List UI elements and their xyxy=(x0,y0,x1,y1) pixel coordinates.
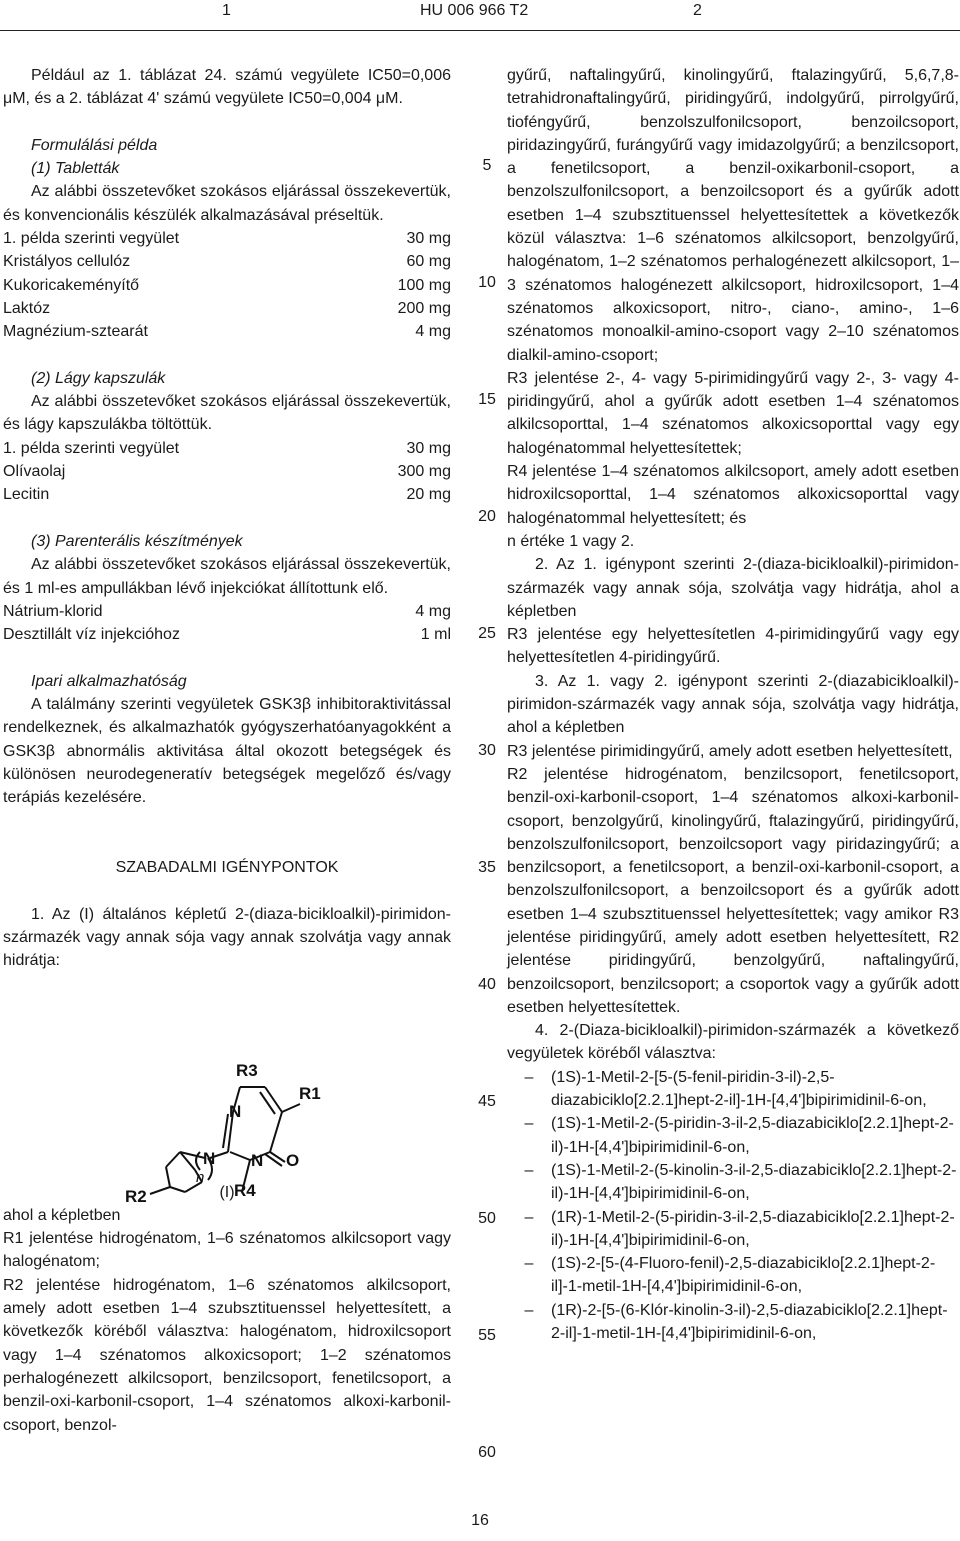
industrial-text: A találmány szerinti vegyületek GSK3β inhibitoraktivitással rendelkeznek, és alkalmazhatók gyógyszerhatóanyagokként a GSK3β abnormális aktivitása által okozott betegségek és különösen neurodegeneratív betegségek megelőző és/vagy terápiás kezelésére. xyxy=(3,696,451,807)
claim-4: 4. 2-(Diaza-bicikloalkil)-pirimidon-származék a következő vegyületek köréből választva: xyxy=(507,1022,959,1063)
line-number: 15 xyxy=(478,391,496,408)
structure-label-r1: R1 xyxy=(299,1084,321,1103)
industrial-title: Ipari alkalmazhatóság xyxy=(31,672,187,690)
formulation-title: Formulálási példa xyxy=(31,136,158,154)
line-number: 30 xyxy=(478,742,496,759)
header-patent-number: HU 006 966 T2 xyxy=(420,2,529,19)
line-number: 50 xyxy=(478,1210,496,1227)
tablets-list xyxy=(3,227,451,343)
line-number: 55 xyxy=(478,1327,496,1344)
claim-3: 3. Az 1. vagy 2. igénypont szerinti 2-(diazabicikloalkil)-pirimidon-származék vagy annak sója, szolvátja vagy hidrátja, ahol a képletben xyxy=(507,672,959,737)
structure-label-r4: R4 xyxy=(234,1181,256,1200)
header-page-left: 1 xyxy=(222,2,231,19)
structure-label-n-ring: N xyxy=(203,1149,216,1168)
tablets-text: Az alábbi összetevőket szokásos eljárással összekevertük, és konvencionális készülék alkalmazásával préseltük. xyxy=(3,183,451,224)
parenteral-title: (3) Parenterális készítmények xyxy=(31,532,243,550)
ingredient-row: Lecitin 20 mg xyxy=(3,486,451,504)
wherein-text: ahol a képletben xyxy=(3,1206,121,1224)
capsules-title: (2) Lágy kapszulák xyxy=(31,369,166,387)
structure-label-r2: R2 xyxy=(125,1187,147,1206)
formula-label: (I) xyxy=(219,1183,235,1201)
line-number: 5 xyxy=(482,157,492,174)
ingredient-row: Kukoricakeményítő 100 mg xyxy=(3,276,451,294)
page-header xyxy=(0,0,960,30)
parenteral-text: Az alábbi összetevőket szokásos eljárással összekevertük, és 1 ml-es ampullákban lévő injekciókat állítottunk elő. xyxy=(3,556,451,597)
parenteral-list xyxy=(3,600,451,647)
ingredient-row: 1. példa szerinti vegyület 30 mg xyxy=(3,439,451,457)
line-number: 20 xyxy=(478,508,496,525)
header-page-right: 2 xyxy=(693,2,702,19)
compound-item: – (1R)-2-[5-(6-Klór-kinolin-3-il)-2,5-diazabiciklo[2.2.1]hept-2-il]-1-metil-1H-[4,4']bipirimidinil-6-on, xyxy=(507,1299,959,1346)
compound-item: – (1S)-1-Metil-2-(5-kinolin-3-il-2,5-diazabiciklo[2.2.1]hept-2-il)-1H-[4,4']bipirimidinil-6-on, xyxy=(507,1159,959,1206)
compound-item: – (1S)-2-[5-(4-Fluoro-fenil)-2,5-diazabiciklo[2.2.1]hept-2-il]-1-metil-1H-[4,4']bipirimidinil-6-on, xyxy=(507,1252,959,1299)
claim-3-r2: R2 jelentése hidrogénatom, benzilcsoport, fenetilcsoport, benzil-oxi-karbonil-csoport, 1–4 szénatomos alkoxi-karbonil-csoport, benzolgyűrű, kinolingyűrű, ftalazingyűrű, piridingyűrű, benzolszulfonilcsoport, benzoilcsoport vagy piridazingyűrű; a benzilcsoport, a fenetilcsoport, a benzil-oxi-karbonil-csoport, a benzolszulfonilcsoport, a benzoilcsoport és a gyűrűk adott esetben 1–4 szubsztituenssel helyettesítettek; vagy amikor R3 jelentése piridingyűrű, amely adott esetben helyettesített, R2 jelentése piridingyűrű, benzolgyűrű, naftalingyűrű, benzoilcsoport, benzilcsoport; a csoportok vagy a gyűrűk adott esetben helyettesítettek. xyxy=(507,765,959,1016)
compound-item: – (1S)-1-Metil-2-(5-piridin-3-il-2,5-diazabiciklo[2.2.1]hept-2-il)-1H-[4,4']bipirimidinil-6-on, xyxy=(507,1112,959,1159)
ingredient-row: Olívaolaj 300 mg xyxy=(3,463,451,481)
claims-title: SZABADALMI IGÉNYPONTOK xyxy=(115,859,339,877)
compound-item: – (1R)-1-Metil-2-(5-piridin-3-il-2,5-diazabiciklo[2.2.1]hept-2-il)-1H-[4,4']bipirimidinil-6-on, xyxy=(507,1206,959,1253)
capsules-list xyxy=(3,437,451,507)
n-definition: n értéke 1 vagy 2. xyxy=(507,532,635,550)
capsules-text: Az alábbi összetevőket szokásos eljárással összekevertük, és lágy kapszulákba töltöttük. xyxy=(3,393,451,434)
r2-definition: R2 jelentése hidrogénatom, 1–6 szénatomos alkilcsoport, amely adott esetben 1–4 szubsztituenssel helyettesített, a következők köréből választva: halogénatom, hidroxilcsoport vagy 1–4 szénatomos alkoxicsoport; 1–2 szénatomos perhalogénezett alkilcsoport, benzilcsoport, fenetilcsoport, a benzil-oxi-karbonil-csoport, 1–4 szénatomos alkoxi-karbonil-csoport, benzol- xyxy=(3,1276,451,1434)
structure-label-n-bridge: N xyxy=(251,1151,264,1170)
r1-definition: R1 jelentése hidrogénatom, 1–6 szénatomos alkilcsoport vagy halogénatom; xyxy=(3,1230,451,1271)
intro-paragraph: Például az 1. táblázat 24. számú vegyülete IC50=0,006 μM, és a 2. táblázat 4' számú vegyülete IC50=0,004 μM. xyxy=(3,67,451,108)
claim-2-r3: R3 jelentése egy helyettesítetlen 4-pirimidingyűrű vagy egy helyettesítetlen 4-piridingyűrű. xyxy=(507,626,959,667)
right-column xyxy=(507,64,959,1345)
claim-1: 1. Az (I) általános képletű 2-(diaza-bicikloalkil)-pirimidon-származék vagy annak sója vagy annak szolvátja vagy annak hidrátja: xyxy=(3,905,451,970)
chemical-structure-drawing xyxy=(110,1042,350,1242)
line-number: 25 xyxy=(478,625,496,642)
claim-2: 2. Az 1. igénypont szerinti 2-(diaza-bicikloalkil)-pirimidon-származék vagy annak sója, szolvátja vagy hidrátja, ahol a képletben xyxy=(507,556,959,620)
header-rule xyxy=(0,30,960,31)
ingredient-row: Desztillált víz injekcióhoz 1 ml xyxy=(3,626,451,644)
ingredient-row: Magnézium-sztearát 4 mg xyxy=(3,323,451,341)
line-number: 35 xyxy=(478,859,496,876)
r4-definition: R4 jelentése 1–4 szénatomos alkilcsoport, amely adott esetben hidroxilcsoporttal, 1–4 szénatomos alkoxicsoporttal vagy halogénatommal helyettesített; és xyxy=(507,463,959,527)
ingredient-row: Laktóz 200 mg xyxy=(3,299,451,317)
line-number: 60 xyxy=(478,1444,496,1461)
structure-label-o: O xyxy=(286,1151,300,1170)
tablets-title: (1) Tabletták xyxy=(31,160,120,178)
ingredient-row: Kristályos cellulóz 60 mg xyxy=(3,253,451,271)
claim-3-r3: R3 jelentése pirimidingyűrű, amely adott esetben helyettesített, xyxy=(507,742,953,760)
structure-label-n-top: N xyxy=(229,1102,242,1121)
structure-label-r3: R3 xyxy=(236,1061,258,1080)
footer-page-number: 16 xyxy=(471,1512,489,1529)
r3-definition: R3 jelentése 2-, 4- vagy 5-pirimidingyűrű vagy 2-, 3- vagy 4-piridingyűrű, ahol a gyűrűk adott esetben 1–4 szénatomos alkilcsoporttal, 1–4 szénatomos alkoxicsoporttal vagy egy halogénatommal helyettesítettek; xyxy=(507,369,959,457)
r2-continuation: gyűrű, naftalingyűrű, kinolingyűrű, ftalazingyűrű, 5,6,7,8-tetrahidronaftalingyűrű, piridingyűrű, indolgyűrű, pirrolgyűrű, tioféngyűrű, benzolszulfonilcsoport, benzoilcsoport, piridazingyűrű, furángyűrű vagy imidazolgyűrű; a benzilcsoport, a fenetilcsoport, a benzil-oxikarbonil-csoport, a benzolszulfonilcsoport, a benzoilcsoport és a gyűrűk adott esetben 1–4 szubsztituenssel helyettesítettek a következők közül választva: 1–6 szénatomos alkilcsoport, benzolgyűrű, halogénatom, 1–2 szénatomos perhalogénezett alkilcsoport, 1–3 szénatomos halogénezett alkilcsoport, hidroxilcsoport, 1–4 szénatomos alkoxicsoport, nitro-, ciano-, amino-, 1–6 szénatomos monoalkil-amino-csoport vagy 2–10 szénatomos dialkil-amino-csoport; xyxy=(507,67,959,364)
compound-list xyxy=(507,1066,959,1346)
line-number: 45 xyxy=(478,1093,496,1110)
line-number: 10 xyxy=(478,274,496,291)
ingredient-row: 1. példa szerinti vegyület 30 mg xyxy=(3,230,451,248)
structure-label-n-subscript: n xyxy=(196,1169,205,1186)
line-number: 40 xyxy=(478,976,496,993)
ingredient-row: Nátrium-klorid 4 mg xyxy=(3,602,451,620)
compound-item: – (1S)-1-Metil-2-[5-(5-fenil-piridin-3-il)-2,5-diazabiciklo[2.2.1]hept-2-il]-1H-[4,4']bipirimidinil-6-on, xyxy=(507,1066,959,1113)
